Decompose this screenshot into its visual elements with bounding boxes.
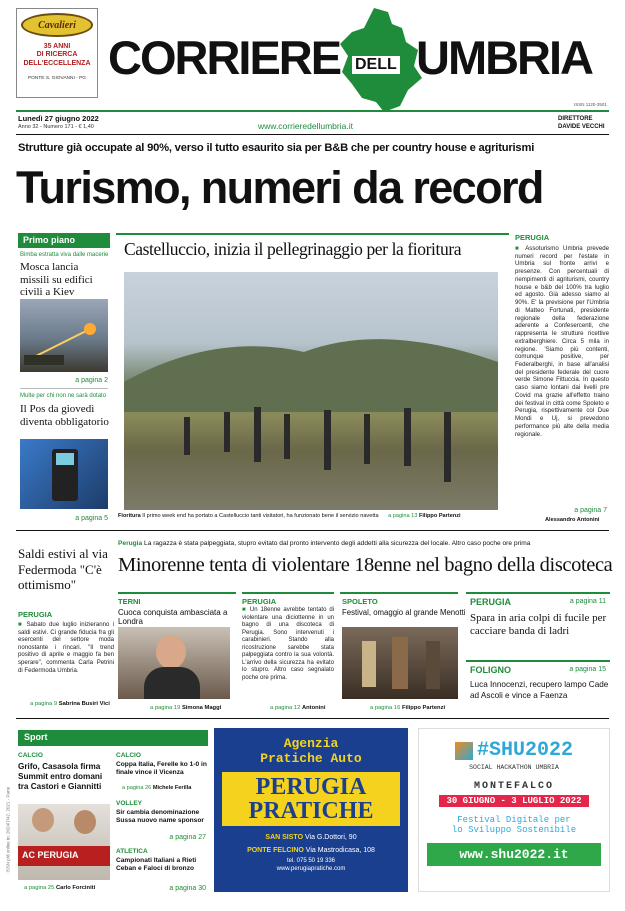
saldi-body: ■ Sabato due luglio inizieranno i saldi estivi. Ci grande fiducia fra gli esercenti del settore moda nonostante i rincari. "Il trend positivo di aprile e maggio fa ben sperare", commenta Carla Petrini di Federmoda Umbria. [18,621,114,674]
page-ref[interactable]: a pagina 27 [169,834,206,841]
caption-page[interactable]: a pagina 13 [388,513,418,519]
saldi-page[interactable]: a pagina 9 Sabrina Busiri Vici [30,701,110,707]
ad-line2: Pratiche Auto [260,751,362,766]
section-label: PERUGIA [470,597,512,607]
page-ref[interactable]: a pagina 7 [574,507,607,514]
side-print: ISSN p/d online in: 2024/7/42. 2021 - Parte [5,786,11,873]
item-kicker: Multe per chi non ne sarà dotato [20,393,107,399]
page-ref[interactable]: a pagina 30 [169,885,206,892]
page-ref[interactable]: a pagina 11 [569,598,606,605]
discoteca-headline[interactable]: Minorenne tenta di violentare 18enne nel bagno della discoteca [118,554,613,576]
section-label: CALCIO [116,752,141,759]
anniversary-line: DELL'ECCELLENZA [23,59,91,67]
terni-title[interactable]: Cuoca conquista ambasciata a Londra [118,608,228,626]
shu-place: MONTEFALCO [473,781,554,792]
anniversary-badge [16,8,98,98]
sport-block [18,730,208,896]
section-label: VOLLEY [116,800,143,807]
pos-terminal-photo [20,439,108,509]
discoteca-kicker: Perugia La ragazza è stata palpeggiata, stupro evitato dal pronto intervento degli addetti alla sicurezza del locale. Altro caso poche ore prima [118,540,531,547]
masthead-title [108,6,613,114]
title-left: CORRIERE [108,31,341,84]
foligno-title[interactable]: Luca Innocenzi, recupero lampo Cade ad Ascoli e vince a Faenza [470,680,609,700]
issue-edition: Anno 32 - Numero 171 - € 1,40 [18,124,94,130]
photo-caption [118,513,510,520]
title-dell: DELL [352,56,400,74]
primo-piano [18,233,110,525]
spoleto-title[interactable]: Festival, omaggio al grande Menotti [342,608,466,617]
shu-title: #SHU2022 [476,739,573,762]
issue-date: Lunedì 27 giugno 2022 [18,114,99,123]
ad-line1: Agenzia [283,736,339,751]
shu-url[interactable]: www.shu2022.it [427,843,601,866]
lead-kicker: Strutture già occupate al 90%, verso il tutto esaurito sia per B&B che per country house e agriturismi [18,142,535,154]
shu-tag2: lo Sviluppo Sostenibile [451,825,577,835]
item-title[interactable]: Mosca lancia missili su edifici civili a Kiev [20,261,93,299]
calcio2-page[interactable]: a pagina 26 Michele Ferilla [122,785,192,791]
anniversary-line: DI RICERCA [36,51,78,59]
section-label: FOLIGNO [470,665,511,675]
item-title[interactable]: Il Pos da giovedì diventa obbligatorio [20,403,109,428]
calcio2-title[interactable]: Coppa Italia, Ferelle ko 1-0 in finale vince il Vicenza [116,761,207,776]
caption-text: Il primo week end ha portato a Castelluccio tanti visitatori, ha funzionato bene il servizio navetta [142,513,379,519]
sport-label: Sport [18,730,208,746]
saldi-title[interactable]: Saldi estivi al via Federmoda "C'è ottimismo" [18,546,108,593]
section-label: PERUGIA [18,610,53,619]
website-link[interactable]: www.corrieredellumbria.it [258,121,353,131]
section-label: CALCIO [18,752,43,759]
ad-brand1: PERUGIA [255,774,367,800]
section-label: SPOLETO [342,597,378,606]
spoleto-page[interactable]: a pagina 16 Filippo Partenzi [370,705,446,711]
caption-author: Filippo Partenzi [418,513,461,519]
issn: ISSN 1120-3501 [574,102,607,107]
ad-brand2: PRATICHE [248,798,374,824]
shu-tag1: Festival Digitale per [457,815,571,825]
perugia-pratiche-ad[interactable]: Agenzia Pratiche Auto PERUGIA PRATICHE SAN SISTO Via G.Dottori, 90 PONTE FELCINO Via Mastrodicasa, 108 tel. 075 50 19 336 www.perugiapratiche.com [214,728,408,892]
title-right: UMBRIA [416,31,592,84]
page-ref[interactable]: a pagina 5 [75,515,108,522]
calcio1-title[interactable]: Grifo, Casasola firma Summit entro domani tra Castori e Giannitti [18,762,103,791]
photo-banner: AC PERUGIA [22,850,79,860]
chef-photo [118,627,230,699]
cavalieri-logo: Cavalieri [21,13,93,37]
shu-dates: 30 GIUGNO - 3 LUGLIO 2022 [439,795,589,807]
volley-title[interactable]: Sir cambia denominazione Sussa nuovo name sponsor [116,809,204,824]
section-label: ATLETICA [116,848,148,855]
perugia-box-page[interactable]: a pagina 12 Antonini [270,705,326,711]
shu-logo-icon [455,742,473,760]
page-ref[interactable]: a pagina 15 [569,666,606,673]
caption-label: Fioritura [118,513,141,519]
perugia-team-photo [18,804,110,880]
missile-launch-photo [20,299,108,372]
section-label: PERUGIA [242,597,277,606]
lead-headline: Turismo, numeri da record [16,162,543,213]
primo-piano-label: Primo piano [18,233,110,248]
anniversary-line: 35 ANNI [43,43,71,50]
costumes-photo [342,627,458,699]
director-name: DAVIDE VECCHI [558,124,605,130]
author: Alessandro Antonini [545,517,600,523]
shu-subtitle: SOCIAL HACKATHON UMBRIA [469,764,559,771]
perugia-column [515,233,609,525]
shu2022-ad[interactable] [418,728,610,892]
castelluccio-photo [124,272,498,510]
section-label: PERUGIA [515,233,550,242]
ad-web[interactable]: www.perugiapratiche.com [276,866,346,872]
ad-phone: tel. 075 50 19 336 [286,858,336,864]
section-label: TERNI [118,597,141,606]
castelluccio-headline[interactable]: Castelluccio, inizia il pellegrinaggio per la fioritura [124,239,462,259]
calcio1-page[interactable]: a pagina 25 Carlo Forciniti [24,885,96,891]
perugia-box-body: ■ Un 18enne avrebbe tentato di violentare una diciottenne in un bagno di una discoteca di Perugia. Sono intervenuti i carabinieri. Stando alla ricostruzione sarebbe stata palpeggiata contro la sua volontà. L'arrivo della sicurezza ha evitato lo stupro. Altro caso segnalato poche ore prima. [242,607,335,681]
terni-page[interactable]: a pagina 19 Simona Maggi [150,705,222,711]
article-body: ■ Assoturismo Umbria prevede numeri record per l'estate in Umbria sul fronte arrivi e presenze. Con percentuali di riempimenti di agriturismi, country house e b&b del 100% tra luglio ed agosto. Già adesso siamo al 90%. E' la previsione per l'Umbria di Matteo Fortunati, presidente regionale della federazione aderente a Confesercenti, che rappresenta le strutture ricettive extralberghiere. Circa 5 mila in regione. 'Siamo più contenti, comunque positive, per Federalberghi, in base all'analisi del presidente federale del cuore verde Simone Fittuccia. In questo caso siamo lontani dai livelli pre Covid ma grazie all'effetto traino dei festival in città come Spoleto e Perugia, rispettivamente col Due Mondi e Uj, si prevedono performance più alte della media regionale. [515,245,609,438]
atletica-title[interactable]: Campionati Italiani a Rieti Ceban e Faloci di bronzo [116,857,197,872]
page-ref[interactable]: a pagina 2 [75,377,108,384]
spara-title[interactable]: Spara in aria colpi di fucile per cacciare banda di ladri [470,612,607,638]
anniversary-place: PONTE S. GIOVANNI - PG [27,76,86,82]
item-kicker: Bimba estratta viva dalle macerie [20,252,109,258]
director-label: DIRETTORE [558,116,593,122]
